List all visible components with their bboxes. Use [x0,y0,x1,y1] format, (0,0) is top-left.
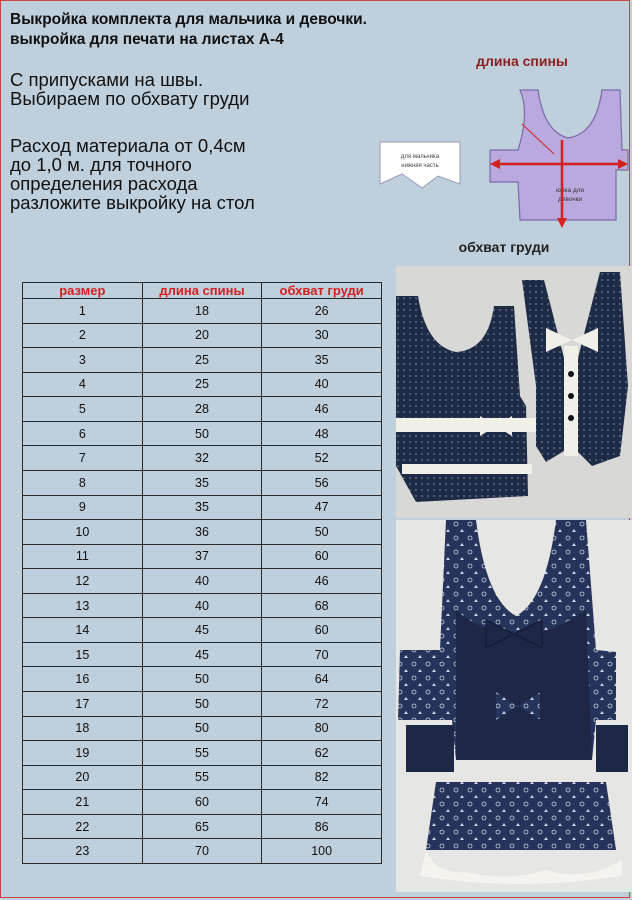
cell-back-length: 60 [142,790,262,815]
table-row [23,790,382,815]
title-line-1: Выкройка комплекта для мальчика и девочки. [10,11,367,28]
cell-size: 21 [23,790,143,815]
cell-chest: 48 [262,421,382,446]
cell-size: 1 [23,299,143,324]
cell-size: 9 [23,495,143,520]
label-chest: обхват груди [458,239,550,255]
table-row [23,348,382,373]
cell-back-length: 35 [142,470,262,495]
cell-chest: 64 [262,667,382,692]
cell-size: 17 [23,692,143,717]
table-row [23,421,382,446]
table-row [23,495,382,520]
cell-chest: 35 [262,348,382,373]
table-row [23,814,382,839]
cell-back-length: 50 [142,421,262,446]
consumption-line-2: до 1,0 м. для точного [10,154,192,175]
table-row [23,397,382,422]
cell-size: 13 [23,593,143,618]
cell-chest: 40 [262,372,382,397]
cell-chest: 47 [262,495,382,520]
cell-back-length: 50 [142,667,262,692]
cell-back-length: 40 [142,593,262,618]
cell-size: 23 [23,839,143,864]
table-header-row [23,283,382,299]
cell-chest: 50 [262,520,382,545]
table-row [23,593,382,618]
cell-back-length: 55 [142,741,262,766]
cell-size: 6 [23,421,143,446]
header-chest: обхват груди [262,283,382,299]
cell-size: 20 [23,765,143,790]
cell-back-length: 20 [142,323,262,348]
cell-size: 18 [23,716,143,741]
cell-chest: 100 [262,839,382,864]
table-row [23,716,382,741]
table-row [23,372,382,397]
table-row [23,642,382,667]
cell-chest: 74 [262,790,382,815]
cell-chest: 68 [262,593,382,618]
cell-chest: 80 [262,716,382,741]
cell-back-length: 25 [142,348,262,373]
cell-back-length: 65 [142,814,262,839]
cell-size: 7 [23,446,143,471]
table-row [23,839,382,864]
cell-back-length: 45 [142,642,262,667]
table-row [23,299,382,324]
cell-size: 12 [23,569,143,594]
cell-chest: 26 [262,299,382,324]
intro-line-1: С припусками на швы. [10,69,204,90]
cell-chest: 72 [262,692,382,717]
pattern-diagram [372,50,632,260]
cell-chest: 86 [262,814,382,839]
cell-chest: 82 [262,765,382,790]
table-row [23,544,382,569]
cell-chest: 62 [262,741,382,766]
consumption-line-1: Расход материала от 0,4см [10,135,246,156]
cell-size: 15 [23,642,143,667]
cell-size: 11 [23,544,143,569]
cell-back-length: 18 [142,299,262,324]
cell-size: 10 [23,520,143,545]
cell-chest: 46 [262,397,382,422]
cell-size: 14 [23,618,143,643]
table-row [23,741,382,766]
cell-back-length: 45 [142,618,262,643]
cell-back-length: 25 [142,372,262,397]
cell-chest: 70 [262,642,382,667]
piece-vest-text-1: юбка для [555,187,585,194]
cell-size: 4 [23,372,143,397]
piece-vest-text-2: девочки [557,196,583,203]
cell-back-length: 28 [142,397,262,422]
photo-sailor-outfit [396,520,632,892]
cell-back-length: 36 [142,520,262,545]
table-row [23,618,382,643]
table-row [23,667,382,692]
cell-chest: 30 [262,323,382,348]
cell-size: 3 [23,348,143,373]
intro-line-2: Выбираем по обхвату груди [10,88,250,109]
title-line-2: выкройка для печати на листах А-4 [10,31,284,48]
header-size: размер [23,283,143,299]
cell-back-length: 32 [142,446,262,471]
cell-back-length: 55 [142,765,262,790]
header-back-length: длина спины [142,283,262,299]
table-row [23,470,382,495]
cell-back-length: 35 [142,495,262,520]
cell-size: 2 [23,323,143,348]
cell-size: 19 [23,741,143,766]
size-table [22,282,382,864]
cell-size: 5 [23,397,143,422]
table-row [23,692,382,717]
piece-boy-text-1: для мальчика [400,154,440,160]
table-row [23,446,382,471]
photo-vests [396,266,632,518]
consumption-line-3: определения расхода [10,173,198,194]
cell-back-length: 70 [142,839,262,864]
cell-back-length: 40 [142,569,262,594]
cell-back-length: 50 [142,692,262,717]
cell-chest: 46 [262,569,382,594]
cell-chest: 56 [262,470,382,495]
piece-boy-text-2: нижняя часть [401,163,439,169]
cell-chest: 60 [262,618,382,643]
label-back-length: длина спины [476,53,568,69]
page-title [10,10,367,50]
table-row [23,520,382,545]
cell-size: 8 [23,470,143,495]
cell-size: 16 [23,667,143,692]
table-row [23,765,382,790]
cell-back-length: 37 [142,544,262,569]
cell-chest: 52 [262,446,382,471]
table-row [23,569,382,594]
consumption-line-4: разложите выкройку на стол [10,192,255,213]
cell-back-length: 50 [142,716,262,741]
table-row [23,323,382,348]
cell-chest: 60 [262,544,382,569]
cell-size: 22 [23,814,143,839]
